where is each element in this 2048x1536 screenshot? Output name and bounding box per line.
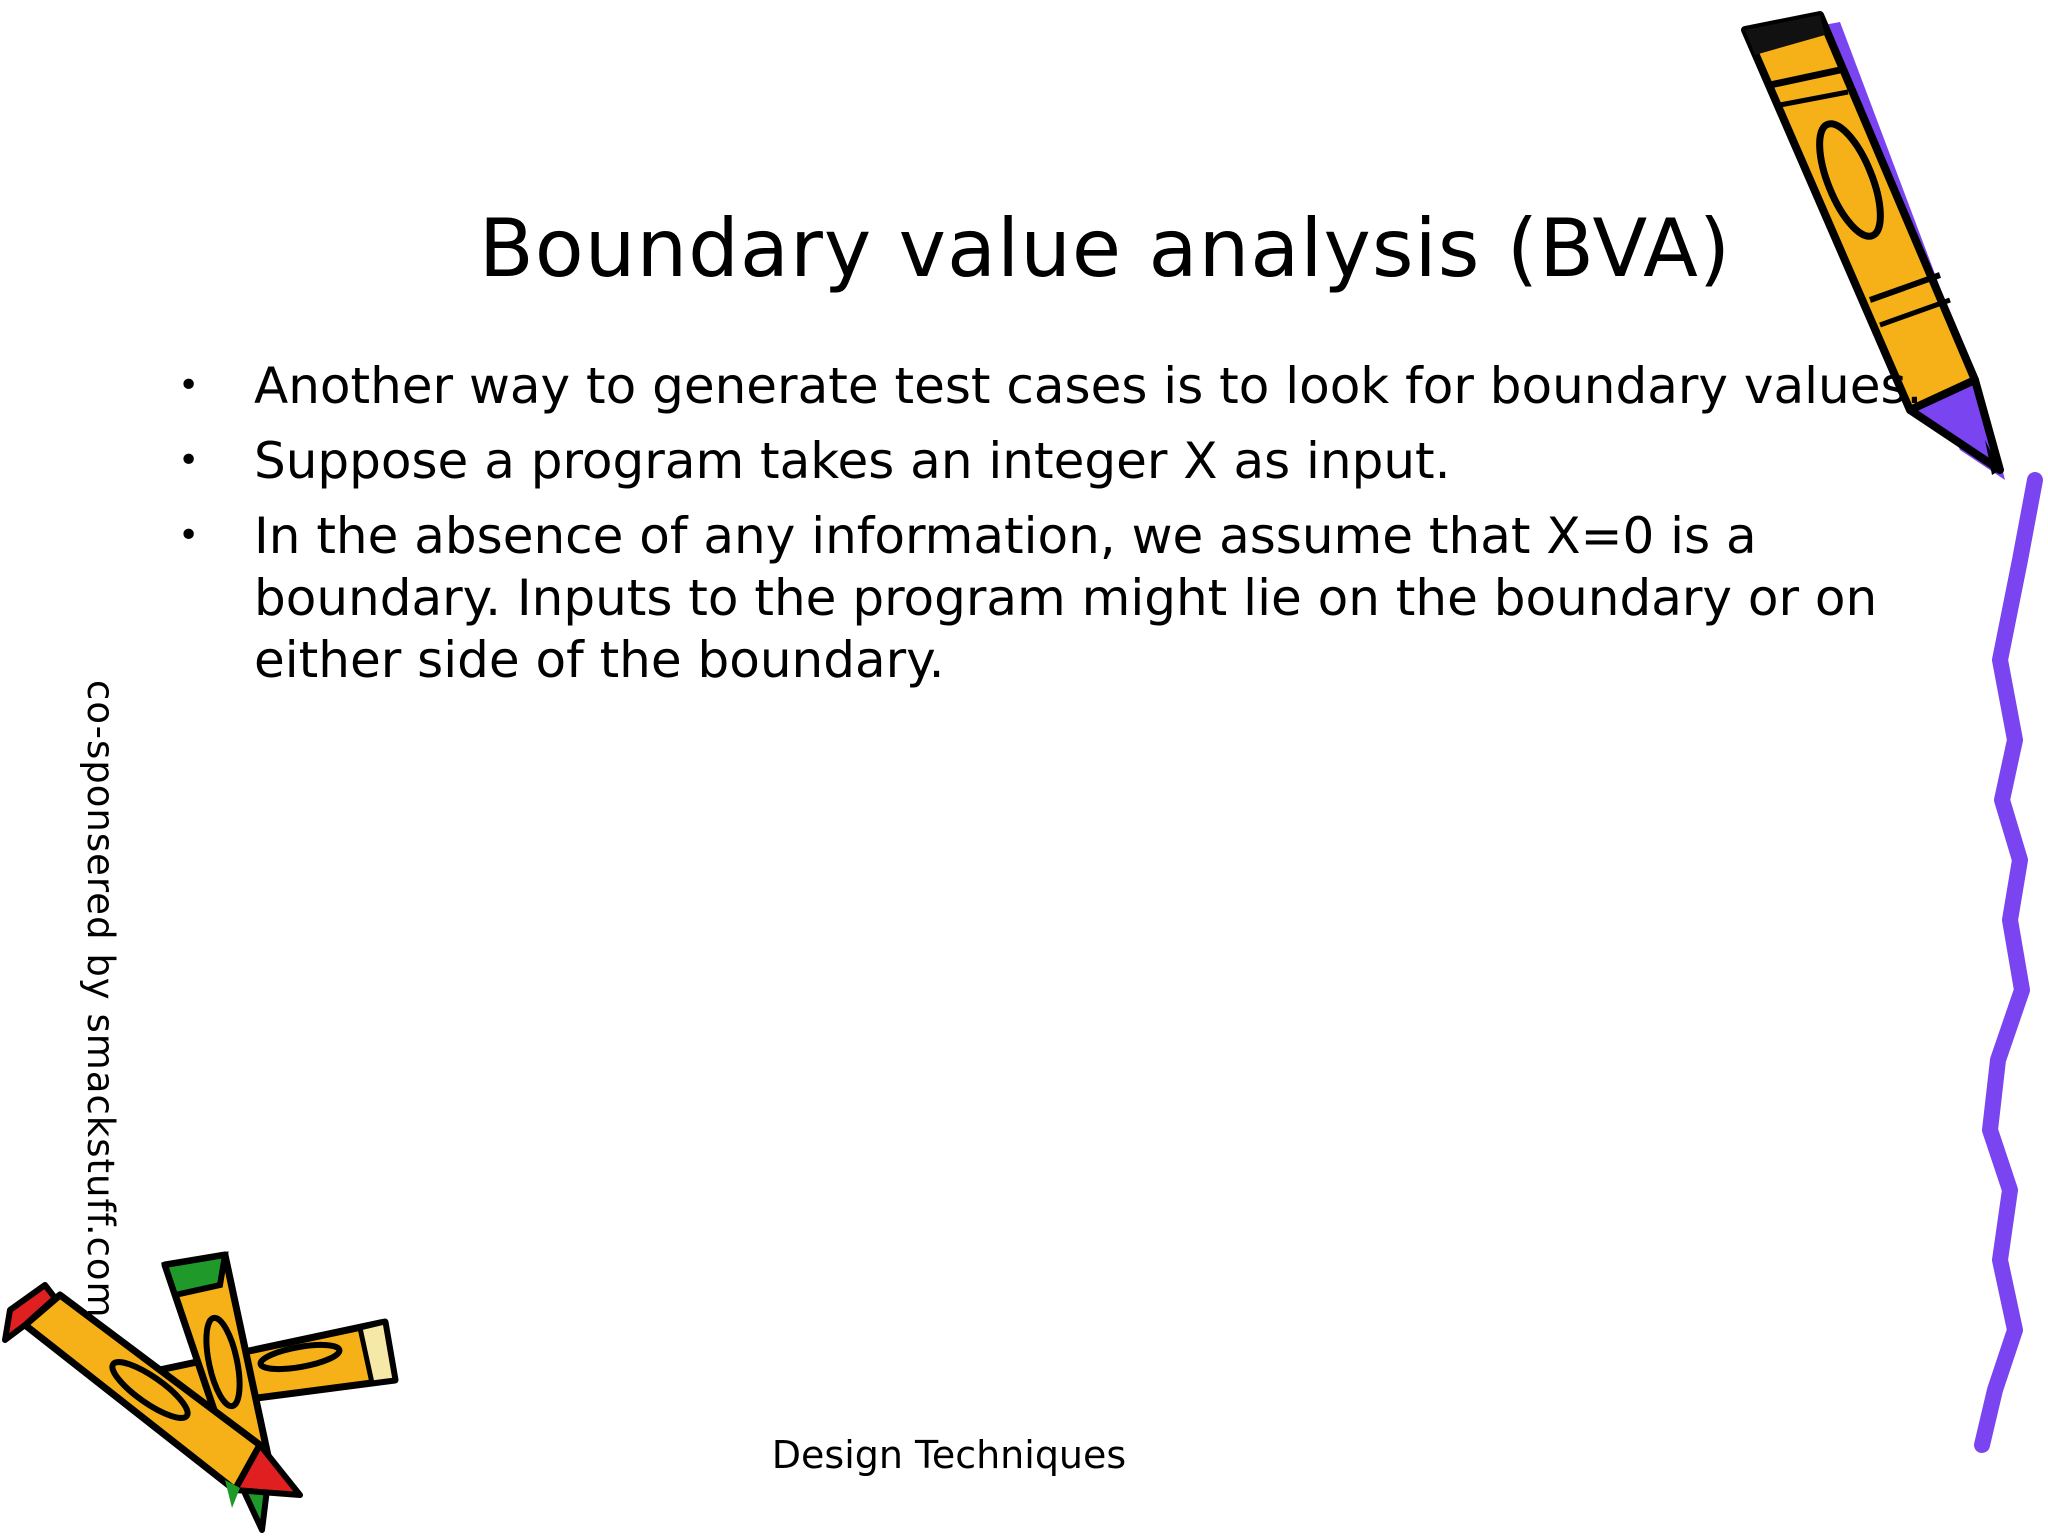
pencils-icon (0, 1240, 420, 1536)
bullet-list (170, 355, 2010, 704)
bullet-marker: • (178, 365, 200, 406)
bullet-text: Another way to generate test cases is to look for boundary values. (254, 357, 1923, 415)
bullet-item (170, 505, 2010, 691)
bullet-text: Suppose a program takes an integer X as input. (254, 432, 1451, 490)
bullet-marker: • (178, 440, 200, 481)
slide-footer: Design Techniques (771, 1433, 1127, 1477)
bullet-item (170, 355, 2010, 417)
bullet-item (170, 430, 2010, 492)
sponsor-note: co-sponsered by smackstuff.com (79, 680, 122, 1319)
bullet-marker: • (178, 515, 200, 556)
bullet-text: In the absence of any information, we assume that X=0 is a boundary. Inputs to the program might lie on the boundary or on either side of the boundary. (254, 507, 1878, 689)
slide-title: Boundary value analysis (BVA) (478, 201, 1732, 295)
